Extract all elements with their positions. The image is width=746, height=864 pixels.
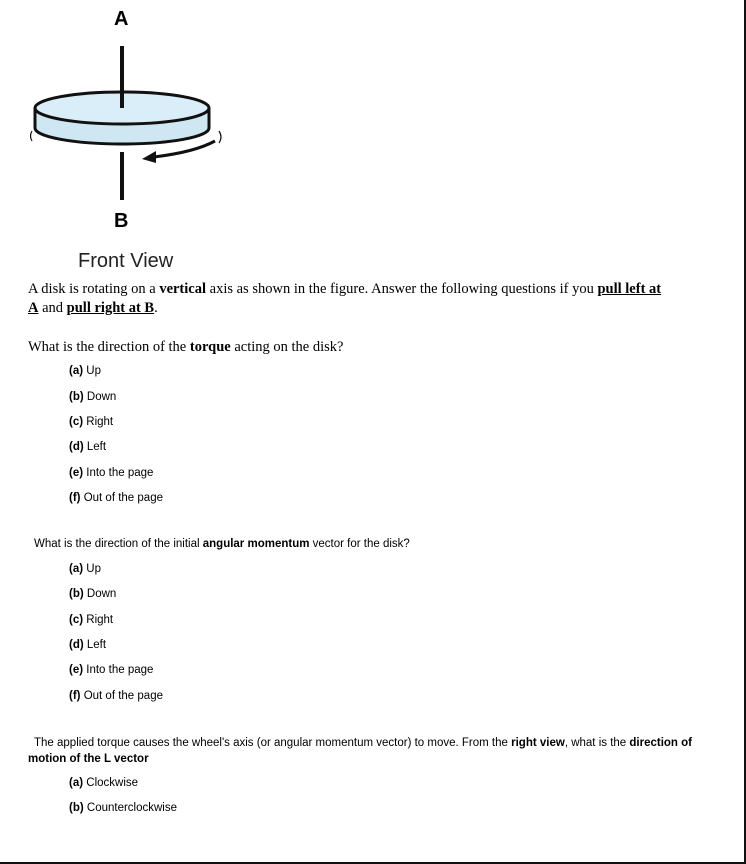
q2-option-d[interactable]: (d) Left xyxy=(69,639,107,651)
right-bracket xyxy=(219,131,221,143)
intro-text-4: . xyxy=(154,300,158,316)
figure-caption: Front View xyxy=(78,250,174,272)
label-b: B xyxy=(114,210,129,232)
label-a: A xyxy=(114,8,129,30)
q2-option-f[interactable]: (f) Out of the page xyxy=(69,690,163,702)
q1-option-c[interactable]: (c) Right xyxy=(69,416,114,428)
intro-pull-right: pull right at B xyxy=(66,300,155,316)
intro-text-3: and xyxy=(38,300,67,316)
q1-text-2: acting on the disk? xyxy=(230,339,344,355)
q3-bold-direction: direction of motion of the L vector xyxy=(28,737,692,765)
disk-figure xyxy=(0,0,260,280)
intro-text-1: A disk is rotating on a xyxy=(28,281,160,297)
q3-text-2: , what is the xyxy=(564,737,630,749)
q2-text-2: vector for the disk? xyxy=(309,538,410,550)
question-angular-momentum xyxy=(34,538,410,550)
q1-option-e[interactable]: (e) Into the page xyxy=(69,467,154,479)
intro-point-a: A xyxy=(28,300,39,316)
q1-option-a[interactable]: (a) Up xyxy=(69,365,101,377)
q3-bold-right-view: right view xyxy=(511,737,565,749)
rotation-arrowhead xyxy=(142,151,156,163)
q2-option-a[interactable]: (a) Up xyxy=(69,563,101,575)
q2-bold-angular-momentum: angular momentum xyxy=(202,538,310,550)
q3-text-1: The applied torque causes the wheel's axis (or angular momentum vector) to move. From the xyxy=(34,737,512,749)
question-torque xyxy=(28,338,343,357)
q3-option-a[interactable]: (a) Clockwise xyxy=(69,777,139,789)
left-bracket xyxy=(31,131,33,141)
q3-option-b[interactable]: (b) Counterclockwise xyxy=(69,802,178,814)
q2-option-c[interactable]: (c) Right xyxy=(69,614,114,626)
intro-text-2: axis as shown in the figure. Answer the following questions if you xyxy=(206,281,598,297)
intro-pull-left: pull left at xyxy=(597,281,662,297)
q1-option-b[interactable]: (b) Down xyxy=(69,391,117,403)
q1-text-1: What is the direction of the xyxy=(28,339,190,355)
q1-bold-torque: torque xyxy=(189,339,231,355)
q2-option-b[interactable]: (b) Down xyxy=(69,588,117,600)
question-l-vector-motion xyxy=(28,735,728,767)
intro-paragraph xyxy=(28,280,678,318)
q1-option-f[interactable]: (f) Out of the page xyxy=(69,492,163,504)
disk-diagram xyxy=(0,0,260,280)
q2-text-1: What is the direction of the initial xyxy=(34,538,203,550)
intro-bold-vertical: vertical xyxy=(159,281,207,297)
q1-option-d[interactable]: (d) Left xyxy=(69,441,107,453)
q2-option-e[interactable]: (e) Into the page xyxy=(69,664,154,676)
